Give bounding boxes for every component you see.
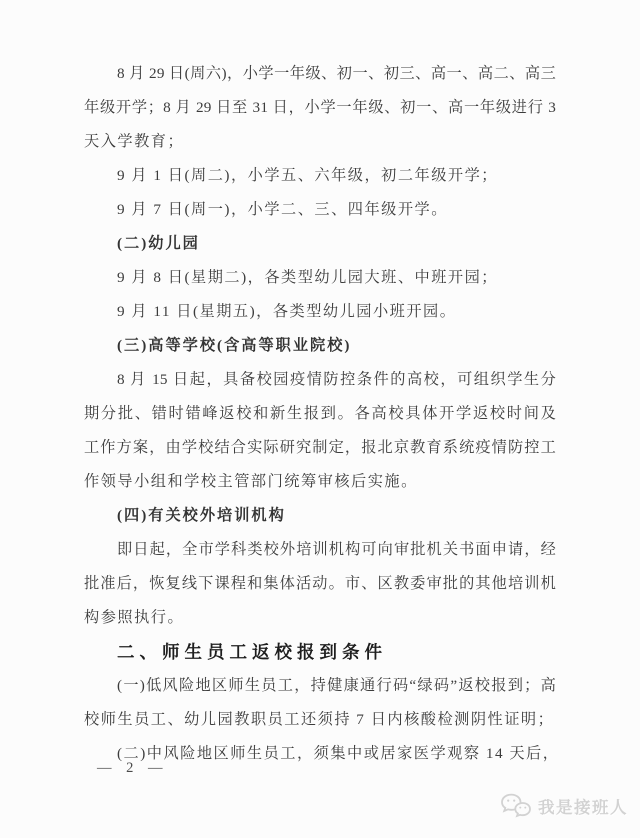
document-line: (一)低风险地区师生员工，持健康通行码“绿码”返校报到；高 — [117, 677, 556, 694]
document-line: 期分批、错时错峰返校和新生报到。各高校具体开学返校时间及 — [84, 405, 556, 422]
watermark — [499, 792, 628, 820]
document-line: 作领导小组和学校主管部门统筹审核后实施。 — [84, 473, 418, 490]
document-line: 8 月 15 日起，具备校园疫情防控条件的高校，可组织学生分 — [117, 371, 556, 388]
document-text-block — [84, 57, 560, 771]
document-line: 工作方案，由学校结合实际研究制定，报北京教育系统疫情防控工 — [84, 439, 556, 456]
document-line: 9 月 8 日(星期二)，各类型幼儿园大班、中班开园； — [117, 269, 498, 286]
document-line: 批准后，恢复线下课程和集体活动。市、区教委审批的其他培训机 — [84, 575, 556, 592]
wechat-icon — [499, 792, 533, 820]
document-line: 8 月 29 日(周六)，小学一年级、初一、初三、高一、高二、高三 — [117, 65, 556, 82]
heading-training-institutions: (四)有关校外培训机构 — [117, 507, 286, 524]
page-number: — 2 — — [97, 760, 164, 776]
document-line: 9 月 11 日(星期五)，各类型幼儿园小班开园。 — [117, 303, 457, 320]
document-line: 校师生员工、幼儿园教职员工还须持 7 日内核酸检测阴性证明； — [84, 711, 555, 728]
watermark-label: 我是接班人 — [538, 799, 628, 817]
heading-return-conditions: 二、师生员工返校报到条件 — [117, 642, 387, 662]
document-line: (二)中风险地区师生员工，须集中或居家医学观察 14 天后， — [117, 745, 560, 762]
heading-higher-education: (三)高等学校(含高等职业院校) — [117, 337, 352, 354]
document-line: 9 月 1 日(周二)，小学五、六年级，初二年级开学； — [117, 167, 498, 184]
document-line: 即日起，全市学科类校外培训机构可向审批机关书面申请，经 — [117, 541, 556, 558]
heading-kindergarten: (二)幼儿园 — [117, 235, 200, 252]
document-line: 年级开学；8 月 29 日至 31 日，小学一年级、初一、高一年级进行 3 — [84, 99, 556, 116]
document-line: 9 月 7 日(周一)，小学二、三、四年级开学。 — [117, 201, 448, 218]
document-line: 构参照执行。 — [84, 609, 185, 626]
document-line: 天入学教育； — [84, 133, 185, 150]
